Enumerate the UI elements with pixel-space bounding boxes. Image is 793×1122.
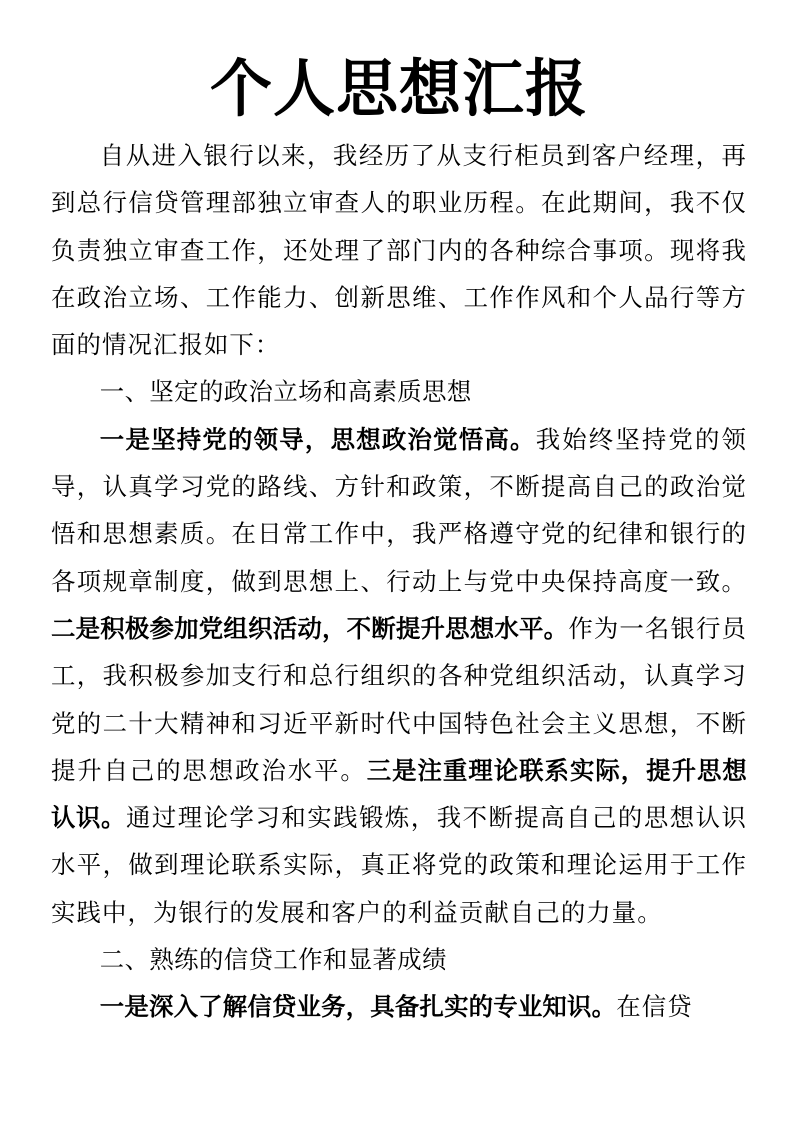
point-1-lead: 一是坚持党的领导，思想政治觉悟高。 xyxy=(99,424,536,454)
point-3-lead: 三是注重理论联系实际，提升思想认识。 xyxy=(51,755,747,833)
section-2-point-1-text: 在信贷 xyxy=(616,992,693,1022)
point-2-text: 作为一名银行员工，我积极参加支行和总行组织的各种党组织活动，认真学习党的二十大精神和习近平新时代中国特色社会主义思想，不断提升自己的思想政治水平。 xyxy=(51,613,748,785)
section-heading-1: 一、坚定的政治立场和高素质思想 xyxy=(99,377,472,407)
section-2-paragraph xyxy=(51,983,747,1030)
point-3-text: 通过理论学习和实践锻炼，我不断提高自己的思想认识水平，做到理论联系实际，真正将党的政策和理论运用于工作实践中，为银行的发展和客户的利益贡献自己的力量。 xyxy=(51,803,747,927)
point-2-lead: 二是积极参加党组织活动，不断提升思想水平。 xyxy=(51,613,569,643)
point-1-text: 我始终坚持党的领导，认真学习党的路线、方针和政策，不断提高自己的政治觉悟和思想素质。在日常工作中，我严格遵守党的纪律和银行的各项规章制度，做到思想上、行动上与党中央保持高度一致。 xyxy=(51,424,747,596)
document-page xyxy=(51,0,747,1031)
document-title: 个人思想汇报 xyxy=(209,52,588,125)
document-body xyxy=(51,132,747,1031)
intro-paragraph: 自从进入银行以来，我经历了从支行柜员到客户经理，再到总行信贷管理部独立审查人的职业历程。在此期间，我不仅负责独立审查工作，还处理了部门内的各种综合事项。现将我在政治立场、工作能力、创新思维、工作作风和个人品行等方面的情况汇报如下： xyxy=(51,141,747,360)
section-heading-2: 二、熟练的信贷工作和显著成绩 xyxy=(99,945,447,975)
section-2-point-1-lead: 一是深入了解信贷业务，具备扎实的专业知识。 xyxy=(99,992,617,1022)
section-1-paragraph xyxy=(51,416,747,936)
